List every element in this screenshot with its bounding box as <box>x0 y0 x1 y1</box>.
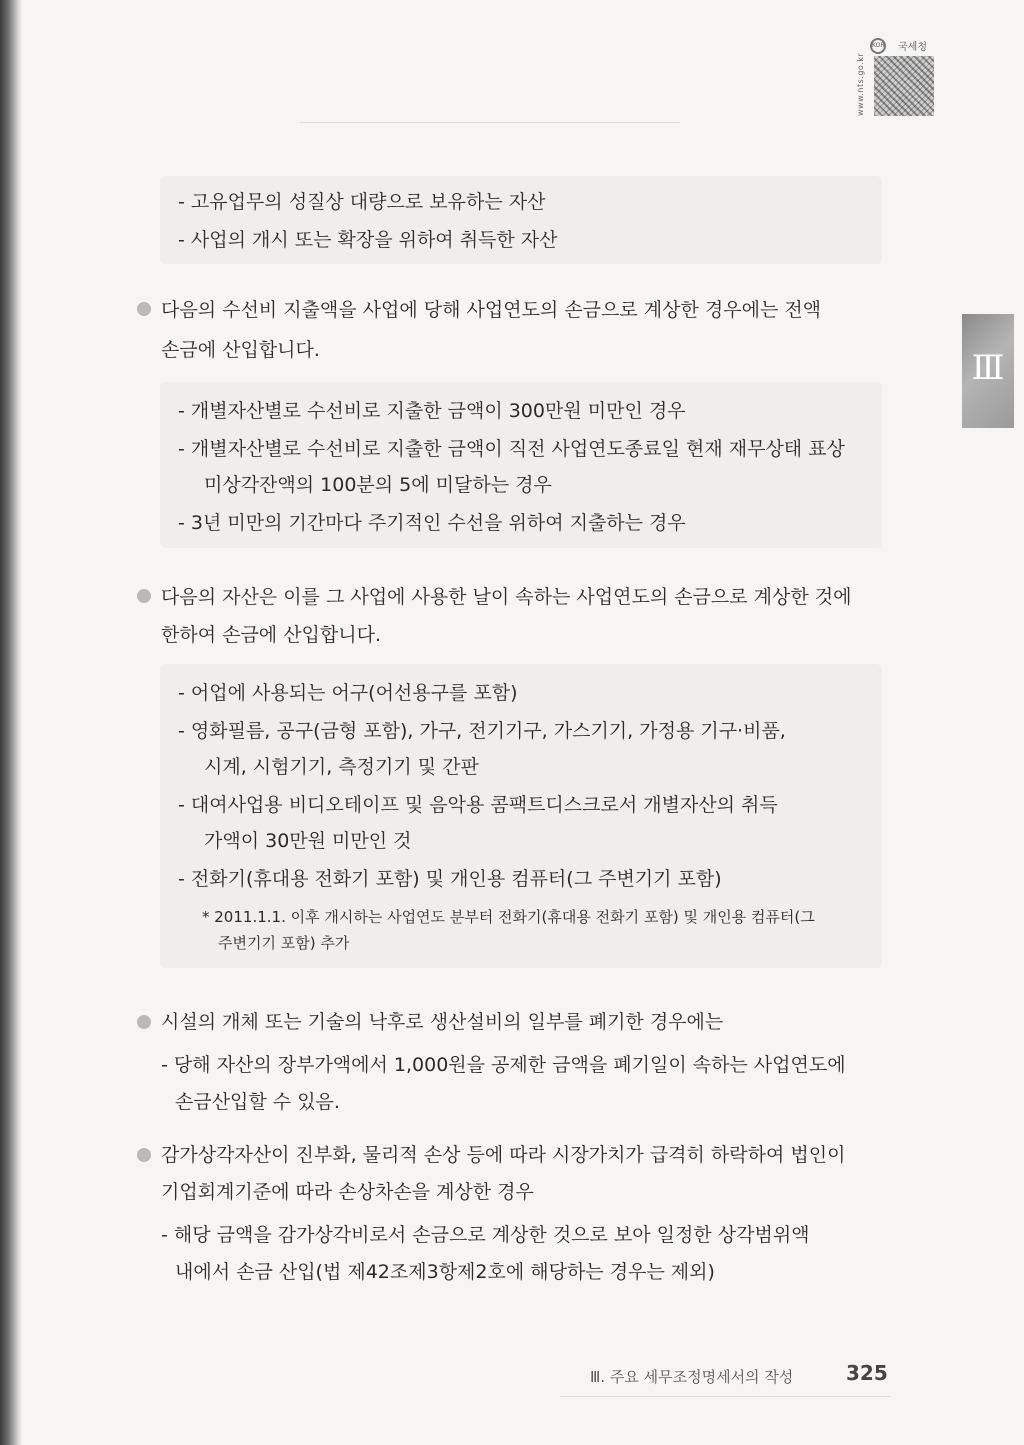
nts-badge <box>858 32 950 116</box>
header-rule <box>300 122 680 123</box>
page-number: 325 <box>846 1361 888 1385</box>
list-item: 시계, 시험기기, 측정기기 및 간판 <box>204 756 479 778</box>
nts-url: www.nts.go.kr <box>856 52 865 116</box>
book-spine-shadow <box>0 0 22 1445</box>
paragraph: 기업회계기준에 따라 손상차손을 계상한 경우 <box>161 1181 534 1203</box>
list-item: - 어업에 사용되는 어구(어선용구를 포함) <box>178 682 518 704</box>
paragraph: 다음의 자산은 이를 그 사업에 사용한 날이 속하는 사업연도의 손금으로 계상한 것에 <box>161 586 852 608</box>
nts-org-name: 국세청 <box>898 42 927 53</box>
list-item: 내에서 손금 산입(법 제42조제3항제2호에 해당하는 경우는 제외) <box>175 1261 715 1283</box>
list-item: - 사업의 개시 또는 확장을 위하여 취득한 자산 <box>178 229 558 251</box>
paragraph: 손금에 산입합니다. <box>161 339 320 361</box>
list-item: 손금산입할 수 있음. <box>175 1091 340 1113</box>
bullet-icon <box>137 302 151 316</box>
list-item: - 해당 금액을 감가상각비로서 손금으로 계상한 것으로 보아 일정한 상각범위액 <box>161 1224 810 1246</box>
paragraph: 시설의 개체 또는 기술의 낙후로 생산설비의 일부를 폐기한 경우에는 <box>161 1011 724 1033</box>
list-item: 가액이 30만원 미만인 것 <box>204 830 412 852</box>
footer-chapter-title: Ⅲ. 주요 세무조정명세서의 작성 <box>590 1368 794 1386</box>
paragraph: 감가상각자산이 진부화, 물리적 손상 등에 따라 시장가치가 급격히 하락하여 법인이 <box>161 1144 846 1166</box>
list-item: - 고유업무의 성질상 대량으로 보유하는 자산 <box>178 191 546 213</box>
list-item: - 3년 미만의 기간마다 주기적인 수선을 위하여 지출하는 경우 <box>178 512 686 534</box>
list-item: - 영화필름, 공구(금형 포함), 가구, 전기기구, 가스기기, 가정용 기구·비품, <box>178 720 786 742</box>
list-item: - 개별자산별로 수선비로 지출한 금액이 직전 사업연도종료일 현재 재무상태 표상 <box>178 438 845 460</box>
footer-rule <box>560 1396 890 1397</box>
list-item: 미상각잔액의 100분의 5에 미달하는 경우 <box>204 474 552 496</box>
paragraph: 한하여 손금에 산입합니다. <box>161 624 382 646</box>
nts-logo-icon: KOR <box>870 38 886 54</box>
bullet-icon <box>137 589 151 603</box>
list-item: - 개별자산별로 수선비로 지출한 금액이 300만원 미만인 경우 <box>178 400 686 422</box>
chapter-tab <box>962 314 1014 428</box>
list-item: - 당해 자산의 장부가액에서 1,000원을 공제한 금액을 폐기일이 속하는 사업연도에 <box>161 1054 846 1076</box>
chapter-tab-label: Ⅲ <box>971 348 1005 388</box>
footnote: * 2011.1.1. 이후 개시하는 사업연도 분부터 전화기(휴대용 전화기 포함) 및 개인용 컴퓨터(그 <box>202 908 815 926</box>
bullet-icon <box>137 1148 151 1162</box>
list-item: - 전화기(휴대용 전화기 포함) 및 개인용 컴퓨터(그 주변기기 포함) <box>178 868 722 890</box>
bullet-icon <box>137 1015 151 1029</box>
qr-code-icon <box>874 56 934 116</box>
list-item: - 대여사업용 비디오테이프 및 음악용 콤팩트디스크로서 개별자산의 취득 <box>178 794 778 816</box>
paragraph: 다음의 수선비 지출액을 사업에 당해 사업연도의 손금으로 계상한 경우에는 전액 <box>161 299 822 321</box>
footnote: 주변기기 포함) 추가 <box>218 934 350 952</box>
